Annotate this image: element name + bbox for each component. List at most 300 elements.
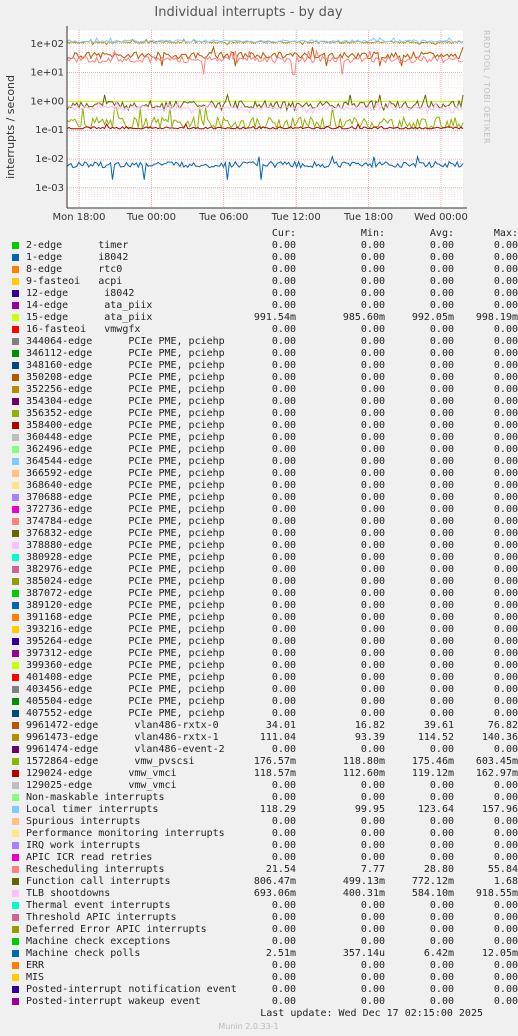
legend-swatch [12, 398, 19, 405]
legend-series-name: 370688-edge PCIe PME, pciehp [26, 492, 225, 503]
legend-row [12, 300, 518, 312]
legend-max-value: 918.55m [475, 888, 518, 899]
legend-avg-value: 0.00 [429, 816, 454, 827]
legend-cur-value: 0.00 [271, 384, 296, 395]
legend-min-value: 0.00 [360, 252, 385, 263]
legend-series-name: 362496-edge PCIe PME, pciehp [26, 444, 225, 455]
legend-swatch [12, 530, 19, 537]
legend-min-value: 0.00 [360, 996, 385, 1007]
legend-max-value: 0.00 [493, 516, 518, 527]
legend-avg-value: 0.00 [429, 348, 454, 359]
legend-max-value: 0.00 [493, 828, 518, 839]
y-tick-label: 1e+02 [30, 38, 64, 50]
legend-row [12, 672, 518, 684]
legend-max-value: 0.00 [493, 576, 518, 587]
legend-cur-value: 0.00 [271, 240, 296, 251]
legend-series-name: Machine check exceptions [26, 936, 171, 947]
y-tick-label: 1e+01 [30, 67, 64, 79]
legend-avg-value: 0.00 [429, 636, 454, 647]
legend-min-value: 118.80m [342, 756, 385, 767]
legend-avg-value: 0.00 [429, 408, 454, 419]
legend-series-name: 399360-edge PCIe PME, pciehp [26, 660, 225, 671]
legend-min-value: 0.00 [360, 672, 385, 683]
legend-row [12, 240, 518, 252]
legend-cur-value: 0.00 [271, 348, 296, 359]
legend-series-name: 397312-edge PCIe PME, pciehp [26, 648, 225, 659]
legend-series-name: Spurious interrupts [26, 816, 141, 827]
legend-max-value: 0.00 [493, 972, 518, 983]
legend-swatch [12, 518, 19, 525]
legend-cur-value: 0.00 [271, 432, 296, 443]
legend-cur-value: 0.00 [271, 792, 296, 803]
legend-avg-value: 0.00 [429, 552, 454, 563]
legend-min-value: 400.31m [342, 888, 385, 899]
legend-min-value: 0.00 [360, 828, 385, 839]
legend-avg-value: 0.00 [429, 468, 454, 479]
legend-row [12, 264, 518, 276]
legend-series-name: IRQ work interrupts [26, 840, 141, 851]
legend-swatch [12, 782, 19, 789]
legend-series-name: 380928-edge PCIe PME, pciehp [26, 552, 225, 563]
legend-max-value: 55.84 [487, 864, 518, 875]
legend-avg-value: 0.00 [429, 996, 454, 1007]
legend-row [12, 792, 518, 804]
legend-min-value: 99.95 [354, 804, 385, 815]
legend-cur-value: 21.54 [265, 864, 296, 875]
legend-series-name: 1572864-edge vmw_pvscsi [26, 756, 195, 767]
legend-swatch [12, 362, 19, 369]
legend-row [12, 420, 518, 432]
legend-swatch [12, 854, 19, 861]
legend-row [12, 588, 518, 600]
legend-avg-value: 123.64 [417, 804, 454, 815]
legend-max-value: 0.00 [493, 360, 518, 371]
legend-cur-value: 0.00 [271, 852, 296, 863]
legend-swatch [12, 254, 19, 261]
legend-series-name: 354304-edge PCIe PME, pciehp [26, 396, 225, 407]
legend-row [12, 852, 518, 864]
legend-series-name: 366592-edge PCIe PME, pciehp [26, 468, 225, 479]
legend-series-name: 2-edge timer [26, 240, 129, 251]
legend-min-value: 0.00 [360, 540, 385, 551]
legend-avg-value: 0.00 [429, 912, 454, 923]
legend-cur-value: 111.04 [259, 732, 296, 743]
plot-area [0, 0, 497, 225]
legend-avg-value: 0.00 [429, 936, 454, 947]
legend-swatch [12, 722, 19, 729]
legend-min-value: 0.00 [360, 504, 385, 515]
x-tick-label: Tue 00:00 [126, 212, 176, 223]
legend-max-value: 12.05m [481, 948, 518, 959]
legend-max-value: 0.00 [493, 492, 518, 503]
legend-max-value: 0.00 [493, 984, 518, 995]
legend-cur-value: 0.00 [271, 528, 296, 539]
legend-row [12, 432, 518, 444]
legend-min-value: 0.00 [360, 984, 385, 995]
last-update: Last update: Wed Dec 17 02:15:00 2025 [260, 1008, 483, 1019]
legend-series-name: 368640-edge PCIe PME, pciehp [26, 480, 225, 491]
legend-rows [12, 240, 518, 1008]
legend-row [12, 372, 518, 384]
legend-row [12, 600, 518, 612]
legend-cur-value: 0.00 [271, 900, 296, 911]
legend-series-name: 14-edge ata_piix [26, 300, 153, 311]
legend-cur-value: 0.00 [271, 552, 296, 563]
legend-cur-value: 0.00 [271, 252, 296, 263]
legend-cur-value: 0.00 [271, 288, 296, 299]
legend-max-value: 0.00 [493, 456, 518, 467]
y-axis-label: interrupts / second [4, 75, 17, 179]
legend-max-value: 0.00 [493, 252, 518, 263]
legend-max-value: 0.00 [493, 480, 518, 491]
legend-swatch [12, 554, 19, 561]
legend-avg-value: 0.00 [429, 660, 454, 671]
legend-min-value: 0.00 [360, 432, 385, 443]
legend-row [12, 492, 518, 504]
legend-avg-value: 772.12m [411, 876, 454, 887]
legend-row [12, 816, 518, 828]
legend-row [12, 684, 518, 696]
legend-max-value: 0.00 [493, 648, 518, 659]
legend-swatch [12, 626, 19, 633]
x-tick-label: Mon 18:00 [52, 212, 106, 223]
legend-max-value: 603.45m [475, 756, 518, 767]
legend-row [12, 336, 518, 348]
legend-avg-value: 175.46m [411, 756, 454, 767]
legend-row [12, 348, 518, 360]
legend-swatch [12, 926, 19, 933]
legend-series-name: MIS [26, 972, 45, 983]
legend-row [12, 516, 518, 528]
legend-swatch [12, 698, 19, 705]
legend-avg-value: 119.12m [411, 768, 454, 779]
legend-min-value: 0.00 [360, 852, 385, 863]
legend-min-value: 0.00 [360, 264, 385, 275]
legend-series-name: Posted-interrupt notification event [26, 984, 237, 995]
legend-max-value: 0.00 [493, 708, 518, 719]
legend-swatch [12, 986, 19, 993]
legend-avg-value: 0.00 [429, 612, 454, 623]
legend-series-name: Local timer interrupts [26, 804, 159, 815]
legend-max-value: 0.00 [493, 444, 518, 455]
legend-swatch [12, 878, 19, 885]
legend-max-value: 0.00 [493, 288, 518, 299]
legend-max-value: 0.00 [493, 936, 518, 947]
legend-min-value: 0.00 [360, 792, 385, 803]
legend-avg-value: 0.00 [429, 984, 454, 995]
legend-swatch [12, 638, 19, 645]
legend-min-value: 0.00 [360, 696, 385, 707]
legend-avg-value: 0.00 [429, 300, 454, 311]
legend-max-value: 0.00 [493, 348, 518, 359]
legend-swatch [12, 542, 19, 549]
legend-max-value: 0.00 [493, 624, 518, 635]
legend-min-value: 0.00 [360, 576, 385, 587]
legend-table [12, 228, 518, 1008]
legend-cur-value: 0.00 [271, 408, 296, 419]
legend-cur-value: 0.00 [271, 684, 296, 695]
legend-cur-value: 0.00 [271, 588, 296, 599]
legend-max-value: 0.00 [493, 372, 518, 383]
legend-row [12, 468, 518, 480]
legend-max-value: 0.00 [493, 852, 518, 863]
legend-series-name: Rescheduling interrupts [26, 864, 165, 875]
legend-avg-value: 0.00 [429, 432, 454, 443]
legend-series-name: 378880-edge PCIe PME, pciehp [26, 540, 225, 551]
legend-swatch [12, 338, 19, 345]
legend-max-value: 0.00 [493, 504, 518, 515]
legend-cur-value: 0.00 [271, 996, 296, 1007]
legend-cur-value: 0.00 [271, 540, 296, 551]
legend-row [12, 936, 518, 948]
legend-cur-value: 0.00 [271, 696, 296, 707]
legend-cur-value: 0.00 [271, 372, 296, 383]
legend-series-name: 385024-edge PCIe PME, pciehp [26, 576, 225, 587]
legend-avg-value: 0.00 [429, 420, 454, 431]
legend-swatch [12, 314, 19, 321]
legend-cur-value: 0.00 [271, 564, 296, 575]
legend-min-value: 0.00 [360, 468, 385, 479]
legend-min-value: 0.00 [360, 600, 385, 611]
x-tick-label: Tue 06:00 [199, 212, 249, 223]
legend-avg-value: 0.00 [429, 648, 454, 659]
legend-swatch [12, 458, 19, 465]
legend-row [12, 876, 518, 888]
rrdtool-credit: RRDTOOL / TOBI OETIKER [482, 30, 491, 145]
legend-row [12, 624, 518, 636]
legend-row [12, 972, 518, 984]
legend-row [12, 636, 518, 648]
legend-cur-value: 806.47m [253, 876, 296, 887]
legend-cur-value: 0.00 [271, 840, 296, 851]
legend-max-value: 0.00 [493, 420, 518, 431]
legend-row [12, 720, 518, 732]
legend-series-name: 15-edge ata_piix [26, 312, 153, 323]
x-tick-label: Wed 00:00 [414, 212, 468, 223]
legend-swatch [12, 902, 19, 909]
legend-avg-value: 0.00 [429, 396, 454, 407]
legend-min-value: 0.00 [360, 840, 385, 851]
legend-max-value: 0.00 [493, 996, 518, 1007]
legend-avg-value: 114.52 [417, 732, 454, 743]
legend-cur-value: 176.57m [253, 756, 296, 767]
legend-min-value: 0.00 [360, 684, 385, 695]
legend-swatch [12, 962, 19, 969]
col-avg-header: Avg: [429, 228, 454, 239]
legend-row [12, 312, 518, 324]
legend-series-name: 401408-edge PCIe PME, pciehp [26, 672, 225, 683]
legend-row [12, 528, 518, 540]
legend-avg-value: 28.80 [423, 864, 454, 875]
legend-avg-value: 0.00 [429, 852, 454, 863]
legend-avg-value: 0.00 [429, 900, 454, 911]
legend-cur-value: 0.00 [271, 396, 296, 407]
legend-series-name: Function call interrupts [26, 876, 171, 887]
legend-cur-value: 0.00 [271, 420, 296, 431]
legend-swatch [12, 590, 19, 597]
legend-series-name: 1-edge i8042 [26, 252, 129, 263]
legend-min-value: 0.00 [360, 816, 385, 827]
legend-swatch [12, 266, 19, 273]
legend-avg-value: 0.00 [429, 960, 454, 971]
legend-max-value: 162.97m [475, 768, 518, 779]
legend-series-name: 358400-edge PCIe PME, pciehp [26, 420, 225, 431]
legend-series-name: 9-fasteoi acpi [26, 276, 123, 287]
legend-max-value: 0.00 [493, 816, 518, 827]
legend-min-value: 0.00 [360, 300, 385, 311]
legend-swatch [12, 278, 19, 285]
legend-row [12, 252, 518, 264]
legend-series-name: APIC ICR read retries [26, 852, 153, 863]
legend-max-value: 0.00 [493, 684, 518, 695]
legend-max-value: 0.00 [493, 696, 518, 707]
legend-avg-value: 584.10m [411, 888, 454, 899]
legend-row [12, 504, 518, 516]
legend-max-value: 0.00 [493, 900, 518, 911]
y-tick-label: 1e-01 [35, 125, 64, 137]
legend-swatch [12, 710, 19, 717]
legend-min-value: 0.00 [360, 648, 385, 659]
legend-min-value: 0.00 [360, 528, 385, 539]
legend-swatch [12, 734, 19, 741]
legend-series-name: 129024-edge vmw_vmci [26, 768, 177, 779]
legend-avg-value: 0.00 [429, 528, 454, 539]
legend-series-name: 405504-edge PCIe PME, pciehp [26, 696, 225, 707]
legend-cur-value: 0.00 [271, 516, 296, 527]
legend-series-name: 387072-edge PCIe PME, pciehp [26, 588, 225, 599]
legend-row [12, 732, 518, 744]
col-min-header: Min: [360, 228, 385, 239]
legend-cur-value: 0.00 [271, 576, 296, 587]
legend-min-value: 0.00 [360, 624, 385, 635]
legend-row [12, 756, 518, 768]
legend-series-name: 364544-edge PCIe PME, pciehp [26, 456, 225, 467]
legend-avg-value: 0.00 [429, 924, 454, 935]
legend-header [12, 228, 518, 240]
legend-min-value: 0.00 [360, 780, 385, 791]
legend-max-value: 0.00 [493, 540, 518, 551]
legend-avg-value: 0.00 [429, 240, 454, 251]
legend-series-name: TLB shootdowns [26, 888, 111, 899]
legend-swatch [12, 806, 19, 813]
legend-swatch [12, 890, 19, 897]
legend-max-value: 0.00 [493, 744, 518, 755]
legend-cur-value: 0.00 [271, 972, 296, 983]
legend-avg-value: 0.00 [429, 516, 454, 527]
legend-min-value: 985.60m [342, 312, 385, 323]
legend-max-value: 0.00 [493, 276, 518, 287]
legend-avg-value: 0.00 [429, 600, 454, 611]
legend-series-name: 389120-edge PCIe PME, pciehp [26, 600, 225, 611]
legend-series-name: 352256-edge PCIe PME, pciehp [26, 384, 225, 395]
legend-row [12, 444, 518, 456]
legend-min-value: 0.00 [360, 288, 385, 299]
legend-avg-value: 0.00 [429, 972, 454, 983]
legend-swatch [12, 650, 19, 657]
legend-row [12, 768, 518, 780]
legend-max-value: 0.00 [493, 264, 518, 275]
legend-max-value: 140.36 [481, 732, 518, 743]
legend-min-value: 7.77 [360, 864, 385, 875]
legend-row [12, 984, 518, 996]
legend-swatch [12, 758, 19, 765]
legend-cur-value: 118.57m [253, 768, 296, 779]
legend-cur-value: 0.00 [271, 492, 296, 503]
legend-max-value: 0.00 [493, 564, 518, 575]
legend-avg-value: 0.00 [429, 504, 454, 515]
legend-row [12, 912, 518, 924]
legend-min-value: 0.00 [360, 588, 385, 599]
legend-row [12, 696, 518, 708]
legend-row [12, 648, 518, 660]
legend-series-name: Performance monitoring interrupts [26, 828, 225, 839]
legend-max-value: 0.00 [493, 660, 518, 671]
legend-avg-value: 0.00 [429, 252, 454, 263]
chart-title: Individual interrupts - by day [154, 5, 343, 20]
legend-min-value: 0.00 [360, 552, 385, 563]
legend-max-value: 0.00 [493, 912, 518, 923]
legend-cur-value: 0.00 [271, 648, 296, 659]
legend-swatch [12, 746, 19, 753]
legend-avg-value: 0.00 [429, 828, 454, 839]
legend-min-value: 0.00 [360, 564, 385, 575]
legend-avg-value: 6.42m [423, 948, 454, 959]
legend-min-value: 0.00 [360, 936, 385, 947]
legend-avg-value: 0.00 [429, 780, 454, 791]
legend-cur-value: 0.00 [271, 264, 296, 275]
legend-cur-value: 34.01 [265, 720, 296, 731]
legend-max-value: 0.00 [493, 840, 518, 851]
legend-avg-value: 0.00 [429, 480, 454, 491]
legend-avg-value: 0.00 [429, 360, 454, 371]
legend-swatch [12, 350, 19, 357]
legend-min-value: 112.60m [342, 768, 385, 779]
legend-max-value: 0.00 [493, 336, 518, 347]
legend-avg-value: 0.00 [429, 492, 454, 503]
legend-max-value: 1.68 [493, 876, 518, 887]
legend-swatch [12, 494, 19, 501]
legend-swatch [12, 914, 19, 921]
legend-series-name: 395264-edge PCIe PME, pciehp [26, 636, 225, 647]
legend-cur-value: 0.00 [271, 324, 296, 335]
col-max-header: Max: [493, 228, 518, 239]
legend-swatch [12, 434, 19, 441]
legend-swatch [12, 662, 19, 669]
legend-series-name: Thermal event interrupts [26, 900, 171, 911]
legend-min-value: 0.00 [360, 612, 385, 623]
legend-cur-value: 0.00 [271, 912, 296, 923]
legend-swatch [12, 506, 19, 513]
legend-swatch [12, 770, 19, 777]
legend-swatch [12, 938, 19, 945]
legend-avg-value: 0.00 [429, 708, 454, 719]
legend-series-name: Non-maskable interrupts [26, 792, 165, 803]
legend-swatch [12, 950, 19, 957]
legend-swatch [12, 686, 19, 693]
legend-min-value: 0.00 [360, 708, 385, 719]
legend-cur-value: 991.54m [253, 312, 296, 323]
legend-cur-value: 118.29 [259, 804, 296, 815]
legend-cur-value: 0.00 [271, 336, 296, 347]
legend-max-value: 0.00 [493, 468, 518, 479]
legend-cur-value: 0.00 [271, 300, 296, 311]
munin-version: Munin 2.0.33-1 [218, 1022, 279, 1031]
legend-min-value: 0.00 [360, 396, 385, 407]
legend-row [12, 276, 518, 288]
legend-swatch [12, 794, 19, 801]
legend-avg-value: 0.00 [429, 624, 454, 635]
legend-max-value: 0.00 [493, 672, 518, 683]
